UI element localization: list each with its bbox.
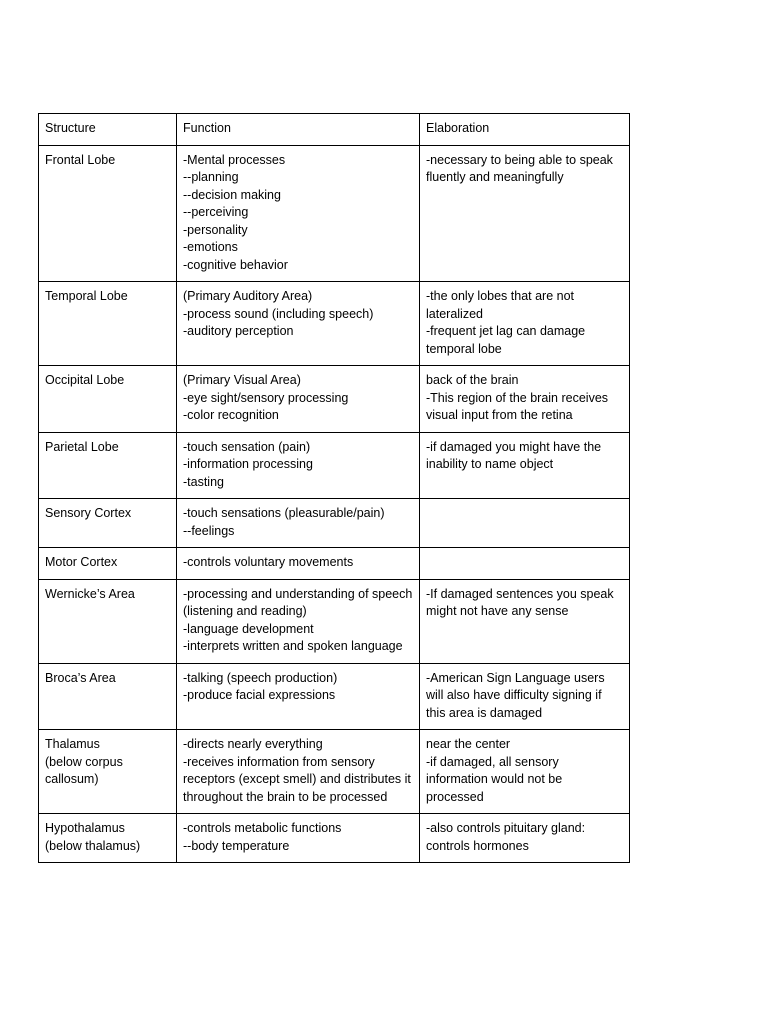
table-row (39, 548, 630, 580)
elaboration-cell (420, 548, 630, 580)
function-cell: (Primary Visual Area) -eye sight/sensory processing -color recognition (177, 366, 420, 433)
table-row (39, 499, 630, 548)
header-structure: Structure (39, 114, 177, 146)
structure-cell: Frontal Lobe (39, 145, 177, 282)
function-cell: -directs nearly everything -receives information from sensory receptors (except smell) and distributes it throughout the brain to be processed (177, 730, 420, 814)
structure-cell: Hypothalamus (below thalamus) (39, 814, 177, 863)
elaboration-cell (420, 499, 630, 548)
table-row (39, 432, 630, 499)
elaboration-cell: -American Sign Language users will also have difficulty signing if this area is damaged (420, 663, 630, 730)
structure-cell: Parietal Lobe (39, 432, 177, 499)
structure-cell: Motor Cortex (39, 548, 177, 580)
table-row (39, 663, 630, 730)
function-cell: -Mental processes --planning --decision making --perceiving -personality -emotions -cognitive behavior (177, 145, 420, 282)
function-cell: (Primary Auditory Area) -process sound (including speech) -auditory perception (177, 282, 420, 366)
elaboration-cell: -the only lobes that are not lateralized -frequent jet lag can damage temporal lobe (420, 282, 630, 366)
table-row (39, 145, 630, 282)
structure-cell: Occipital Lobe (39, 366, 177, 433)
elaboration-cell: -necessary to being able to speak fluently and meaningfully (420, 145, 630, 282)
header-elaboration: Elaboration (420, 114, 630, 146)
header-function: Function (177, 114, 420, 146)
table-row (39, 366, 630, 433)
elaboration-cell: -if damaged you might have the inability to name object (420, 432, 630, 499)
elaboration-cell: -If damaged sentences you speak might not have any sense (420, 579, 630, 663)
elaboration-cell: -also controls pituitary gland: controls hormones (420, 814, 630, 863)
structure-cell: Thalamus (below corpus callosum) (39, 730, 177, 814)
function-cell: -controls metabolic functions --body temperature (177, 814, 420, 863)
function-cell: -talking (speech production) -produce facial expressions (177, 663, 420, 730)
table-body (39, 114, 630, 863)
table-row (39, 579, 630, 663)
function-cell: -touch sensations (pleasurable/pain) --feelings (177, 499, 420, 548)
function-cell: -controls voluntary movements (177, 548, 420, 580)
table-row (39, 814, 630, 863)
elaboration-cell: near the center -if damaged, all sensory information would not be processed (420, 730, 630, 814)
elaboration-cell: back of the brain -This region of the brain receives visual input from the retina (420, 366, 630, 433)
structure-cell: Wernicke’s Area (39, 579, 177, 663)
table-header-row (39, 114, 630, 146)
table-row (39, 282, 630, 366)
table-row (39, 730, 630, 814)
brain-structures-table (38, 113, 630, 863)
function-cell: -processing and understanding of speech (listening and reading) -language development -interprets written and spoken language (177, 579, 420, 663)
structure-cell: Sensory Cortex (39, 499, 177, 548)
structure-cell: Temporal Lobe (39, 282, 177, 366)
function-cell: -touch sensation (pain) -information processing -tasting (177, 432, 420, 499)
structure-cell: Broca’s Area (39, 663, 177, 730)
